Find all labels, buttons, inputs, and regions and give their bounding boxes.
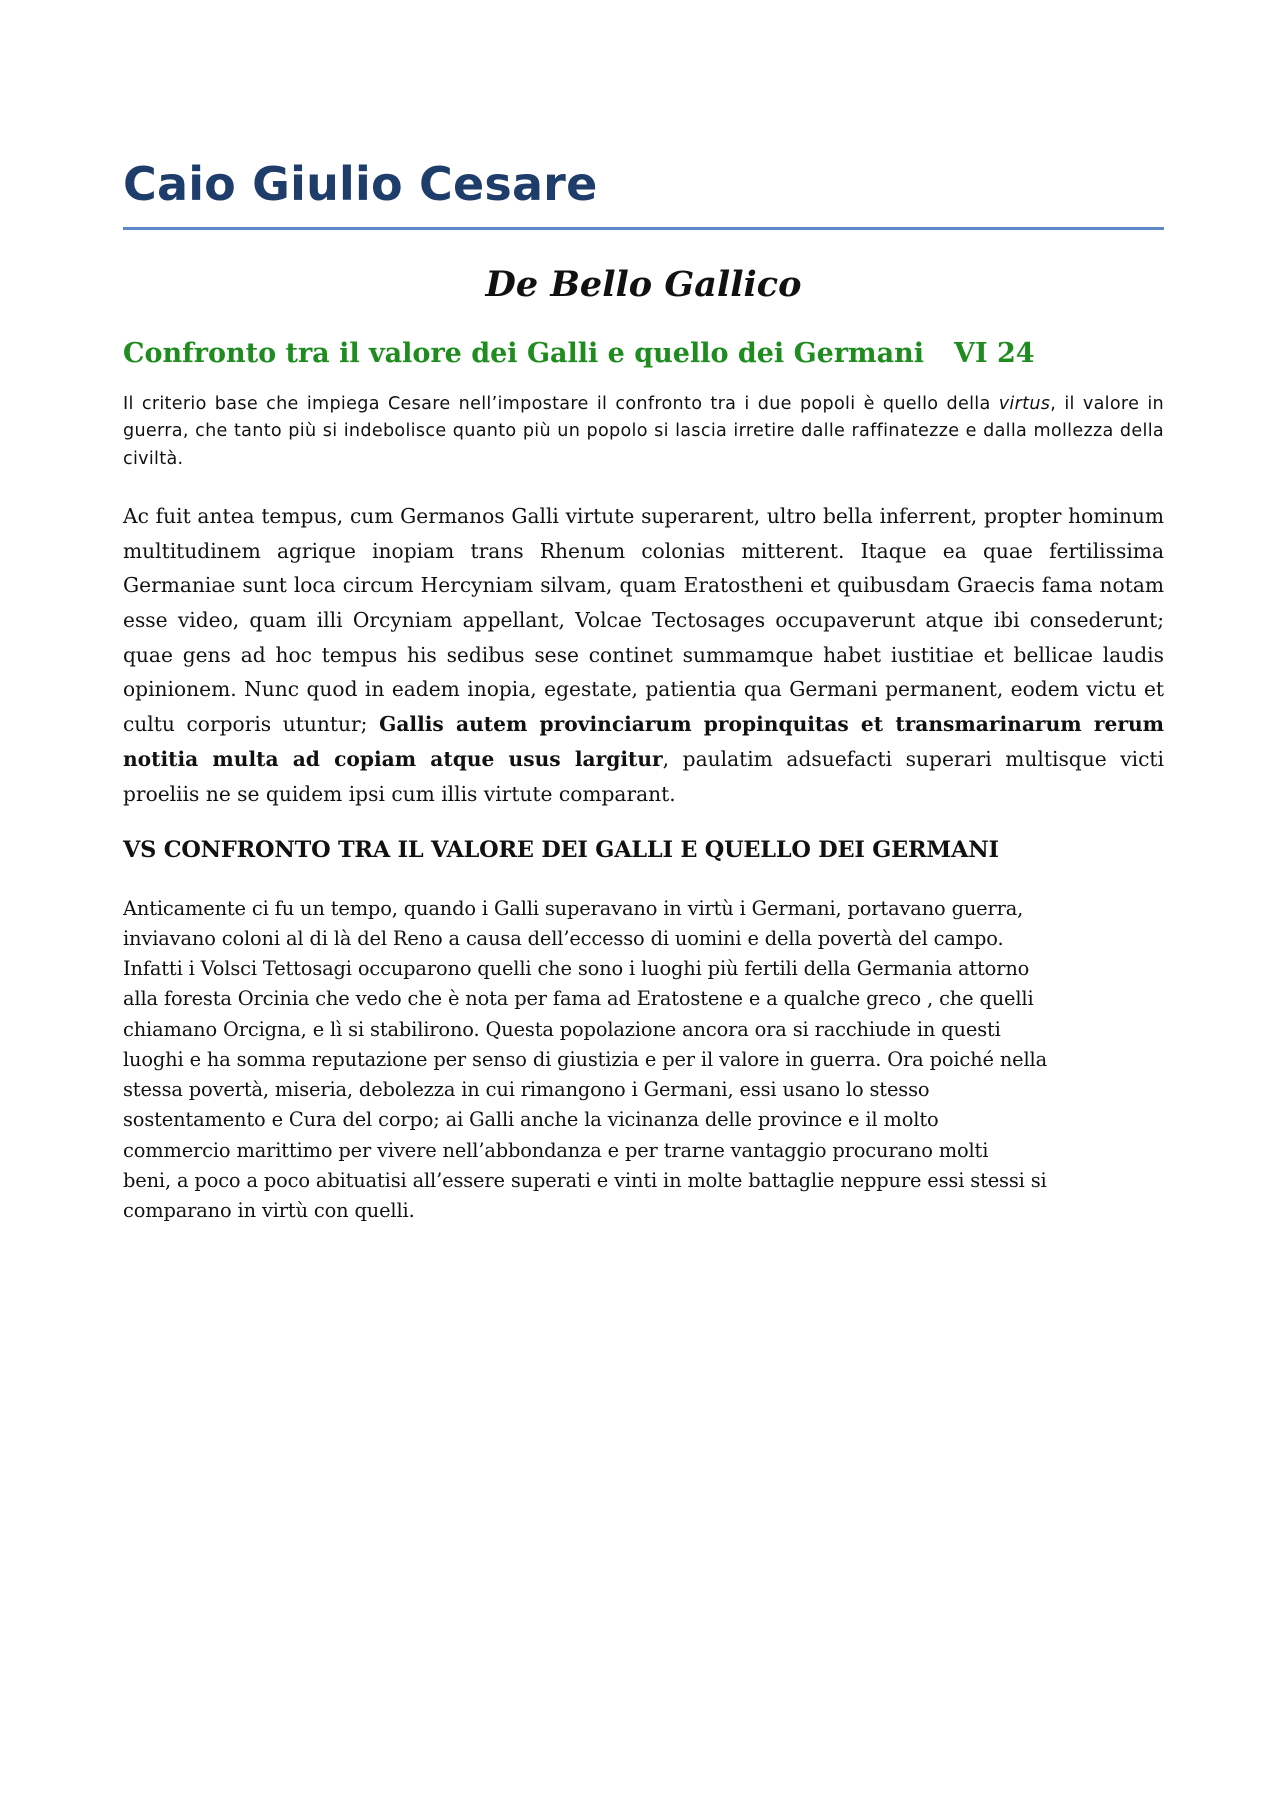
translation-line: comparano in virtù con quelli.: [123, 1199, 415, 1223]
translation-line: commercio marittimo per vivere nell’abbondanza e per trarne vantaggio procurano molti: [123, 1138, 989, 1162]
intro-text-end: , il valore in guerra, che tanto più si indebolisce quanto più un popolo si lascia irretire dalle raffinatezze e dalla mollezza della civiltà.: [123, 393, 1164, 469]
intro-paragraph: [123, 391, 1164, 473]
translation-line: stessa povertà, miseria, debolezza in cui rimangono i Germani, essi usano lo stesso: [123, 1078, 930, 1102]
translation-heading: VS CONFRONTO TRA IL VALORE DEI GALLI E QUELLO DEI GERMANI: [123, 837, 999, 864]
latin-bold-phrase: Gallis autem provinciarum propinquitas et transmarinarum rerum notitia multa ad copiam atque usus largitur: [123, 712, 1164, 771]
translation-line: inviavano coloni al di là del Reno a causa dell’eccesso di uomini e della povertà del campo.: [123, 926, 1004, 950]
section-heading-text: Confronto tra il valore dei Galli e quello dei Germani: [123, 337, 924, 369]
intro-italic-term: virtus: [998, 393, 1051, 414]
title-underline: [123, 227, 1164, 230]
work-title: De Bello Gallico: [485, 263, 802, 305]
document-title: Caio Giulio Cesare: [123, 157, 598, 211]
translation-line: chiamano Orcigna, e lì si stabilirono. Questa popolazione ancora ora si racchiude in questi: [123, 1017, 1001, 1041]
translation-line: Infatti i Volsci Tettosagi occuparono quelli che sono i luoghi più fertili della Germania attorno: [123, 957, 1030, 981]
translation-line: luoghi e ha somma reputazione per senso di giustizia e per il valore in guerra. Ora poiché nella: [123, 1047, 1047, 1071]
section-heading: [123, 336, 1164, 371]
translation-line: beni, a poco a poco abituatisi all’essere superati e vinti in molte battaglie neppure essi stessi si: [123, 1169, 1047, 1193]
document-content: [123, 158, 1164, 1227]
section-reference: VI 24: [954, 337, 1035, 369]
translation-line: sostentamento e Cura del corpo; ai Galli anche la vicinanza delle province e il molto: [123, 1108, 939, 1132]
intro-text-start: Il criterio base che impiega Cesare nell’impostare il confronto tra i due popoli è quello della: [123, 393, 999, 414]
latin-text-end: , paulatim adsuefacti superari multisque victi proeliis ne se quidem ipsi cum illis virtute comparant.: [123, 746, 1164, 806]
translation-line: Anticamente ci fu un tempo, quando i Galli superavano in virtù i Germani, portavano guerra,: [123, 896, 1024, 920]
translation-line: alla foresta Orcinia che vedo che è nota per fama ad Eratostene e a qualche greco , che quelli: [123, 987, 1034, 1011]
latin-text-start: Ac fuit antea tempus, cum Germanos Galli virtute superarent, ultro bella inferrent, propter hominum multitudinem agrique inopiam trans Rhenum colonias mitterent. Itaque ea quae fertilissima Germaniae sunt loca circum Hercyniam silvam, quam Eratostheni et quibusdam Graecis fama notam esse video, quam illi Orcyniam appellant, Volcae Tectosages occupaverunt atque ibi consederunt; quae gens ad hoc tempus his sedibus sese continet summamque habet iustitiae et bellicae laudis opinionem. Nunc quod in eadem inopia, egestate, patientia qua Germani permanent, eodem victu et cultu corporis utuntur;: [123, 503, 1164, 737]
latin-passage: [123, 499, 1164, 812]
translation-paragraph: [123, 894, 1164, 1227]
